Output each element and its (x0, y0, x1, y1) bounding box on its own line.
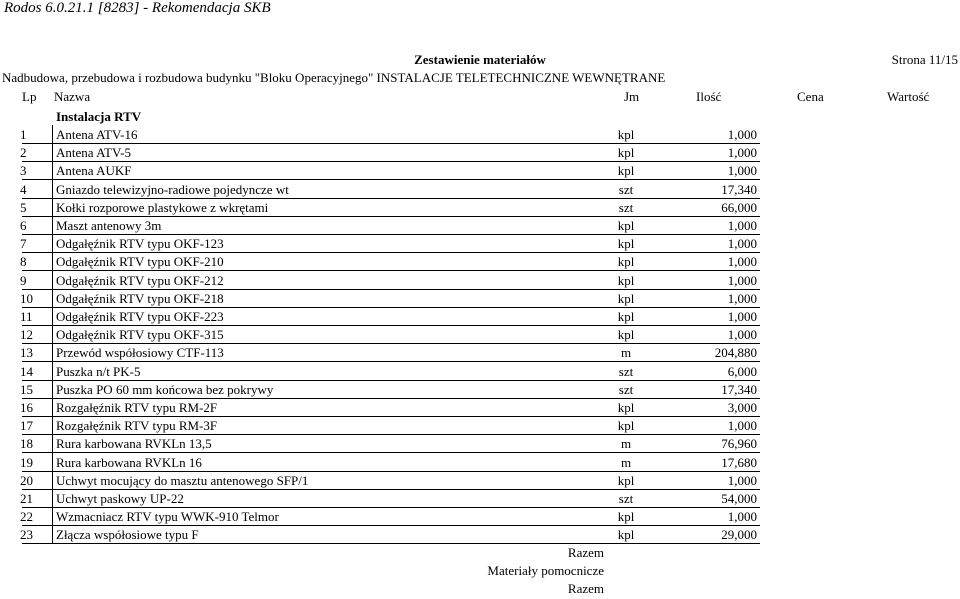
row-unit: szt (618, 363, 634, 379)
footer-total: Razem (567, 545, 604, 560)
table-row (0, 453, 760, 471)
column-header-price: Cena (797, 89, 824, 104)
row-lp: 21 (20, 491, 33, 506)
row-unit: kpl (617, 309, 635, 324)
row-quantity: 204,880 (714, 345, 757, 361)
row-unit: kpl (617, 400, 635, 415)
table-row (0, 471, 760, 489)
row-separator (22, 543, 760, 544)
table-row (0, 143, 760, 161)
row-lp: 11 (20, 309, 33, 324)
row-quantity: 17,340 (721, 381, 757, 397)
table-row (0, 507, 760, 525)
row-name: Złącza współosiowe typu F (56, 527, 199, 543)
row-quantity: 1,000 (727, 472, 757, 488)
page-number: Strona 11/15 (891, 52, 958, 67)
row-quantity: 1,000 (727, 327, 757, 343)
row-lp: 5 (20, 199, 27, 215)
row-lp: 7 (20, 236, 27, 252)
row-lp: 2 (20, 145, 27, 161)
row-unit: szt (618, 181, 634, 197)
table-row (0, 161, 760, 179)
table-row (0, 398, 760, 416)
table-row (0, 307, 760, 325)
row-unit: kpl (617, 218, 635, 233)
row-lp: 13 (20, 345, 33, 361)
row-lp: 3 (20, 163, 27, 179)
row-name: Puszka n/t PK-5 (56, 363, 141, 379)
row-lp: 1 (20, 127, 27, 142)
row-unit: kpl (617, 327, 635, 343)
row-quantity: 17,680 (721, 454, 757, 470)
row-unit: m (620, 436, 632, 452)
row-unit: kpl (617, 236, 635, 252)
row-quantity: 1,000 (727, 418, 757, 434)
table-row (0, 252, 760, 270)
row-quantity: 54,000 (721, 491, 757, 506)
table-row (0, 216, 760, 234)
row-name: Antena ATV-5 (56, 145, 131, 161)
row-lp: 22 (20, 509, 33, 525)
row-lp: 14 (20, 363, 33, 379)
row-quantity: 1,000 (727, 218, 757, 233)
column-header-name: Nazwa (54, 89, 91, 104)
row-unit: kpl (617, 272, 635, 288)
row-unit: kpl (617, 472, 635, 488)
column-header-qty: Ilość (696, 89, 722, 104)
row-unit: kpl (617, 509, 635, 525)
footer-auxiliary-materials: Materiały pomocnicze (487, 563, 604, 578)
row-lp: 4 (20, 181, 27, 197)
row-name: Rozgałęźnik RTV typu RM-3F (56, 418, 218, 434)
row-name: Kołki rozporowe plastykowe z wkrętami (56, 199, 269, 215)
row-lp: 17 (20, 418, 33, 434)
row-quantity: 1,000 (727, 163, 757, 179)
row-lp: 15 (20, 381, 33, 397)
table-row (0, 525, 760, 543)
row-unit: m (620, 454, 632, 470)
row-name: Wzmacniacz RTV typu WWK-910 Telmor (56, 509, 279, 525)
row-quantity: 1,000 (727, 127, 757, 142)
row-name: Gniazdo telewizyjno-radiowe pojedyncze wt (56, 181, 289, 197)
row-unit: kpl (617, 290, 635, 306)
document-subtitle: Nadbudowa, przebudowa i rozbudowa budynku "Bloku Operacyjnego" INSTALACJE TELETECHNICZNE WEWNĘTRANE (2, 70, 666, 85)
section-title: Instalacja RTV (56, 109, 142, 124)
row-name: Odgałęźnik RTV typu OKF-218 (56, 290, 224, 306)
row-lp: 19 (20, 454, 33, 470)
row-quantity: 1,000 (727, 236, 757, 252)
row-name: Odgałęźnik RTV typu OKF-212 (56, 272, 224, 288)
column-header-value: Wartość (887, 89, 930, 104)
row-unit: szt (618, 381, 634, 397)
row-name: Rura karbowana RVKLn 13,5 (56, 436, 212, 452)
row-lp: 12 (20, 327, 33, 343)
row-unit: kpl (617, 127, 635, 142)
row-name: Przewód współosiowy CTF-113 (56, 345, 224, 361)
row-unit: szt (618, 491, 634, 506)
row-lp: 6 (20, 218, 27, 233)
row-name: Uchwyt mocujący do masztu antenowego SFP/1 (56, 472, 309, 488)
table-row (0, 325, 760, 343)
row-name: Odgałęźnik RTV typu OKF-123 (56, 236, 224, 252)
row-name: Odgałęźnik RTV typu OKF-315 (56, 327, 224, 343)
row-name: Rura karbowana RVKLn 16 (56, 454, 202, 470)
row-lp: 20 (20, 472, 33, 488)
table-row (0, 434, 760, 452)
table-row (0, 271, 760, 289)
row-quantity: 17,340 (721, 181, 757, 197)
row-name: Uchwyt paskowy UP-22 (56, 491, 184, 506)
row-lp: 10 (20, 290, 33, 306)
row-lp: 16 (20, 400, 33, 415)
row-unit: kpl (617, 527, 635, 543)
table-row (0, 416, 760, 434)
row-name: Puszka PO 60 mm końcowa bez pokrywy (56, 381, 274, 397)
row-unit: m (620, 345, 632, 361)
table-row (0, 125, 760, 143)
row-quantity: 29,000 (721, 527, 757, 543)
row-unit: kpl (617, 163, 635, 179)
row-name: Odgałęźnik RTV typu OKF-210 (56, 254, 224, 270)
table-row (0, 289, 760, 307)
row-unit: kpl (617, 254, 635, 270)
app-title: Rodos 6.0.21.1 [8283] - Rekomendacja SKB (4, 0, 271, 16)
row-quantity: 1,000 (727, 254, 757, 270)
row-name: Antena AUKF (56, 163, 132, 179)
row-lp: 9 (20, 272, 27, 288)
row-quantity: 3,000 (727, 400, 757, 415)
row-lp: 18 (20, 436, 33, 452)
row-quantity: 1,000 (727, 309, 757, 324)
table-row (0, 380, 760, 398)
row-quantity: 1,000 (727, 509, 757, 525)
table-row (0, 198, 760, 216)
row-unit: kpl (617, 418, 635, 434)
row-name: Maszt antenowy 3m (56, 218, 162, 233)
row-quantity: 66,000 (721, 199, 757, 215)
row-quantity: 76,960 (721, 436, 757, 452)
row-unit: kpl (617, 145, 635, 161)
row-name: Antena ATV-16 (56, 127, 138, 142)
row-name: Odgałęźnik RTV typu OKF-223 (56, 309, 224, 324)
row-quantity: 1,000 (727, 145, 757, 161)
column-header-lp: Lp (22, 89, 37, 104)
footer-total-final: Razem (567, 581, 604, 596)
row-name: Rozgałęźnik RTV typu RM-2F (56, 400, 218, 415)
row-lp: 8 (20, 254, 27, 270)
table-row (0, 362, 760, 380)
row-quantity: 1,000 (727, 272, 757, 288)
document-title: Zestawienie materiałów (414, 52, 546, 67)
row-unit: szt (618, 199, 634, 215)
row-lp: 23 (20, 527, 33, 543)
row-quantity: 6,000 (727, 363, 757, 379)
table-row (0, 489, 760, 507)
table-row (0, 180, 760, 198)
row-quantity: 1,000 (727, 290, 757, 306)
table-row (0, 234, 760, 252)
column-header-jm: Jm (624, 89, 640, 104)
table-row (0, 343, 760, 361)
